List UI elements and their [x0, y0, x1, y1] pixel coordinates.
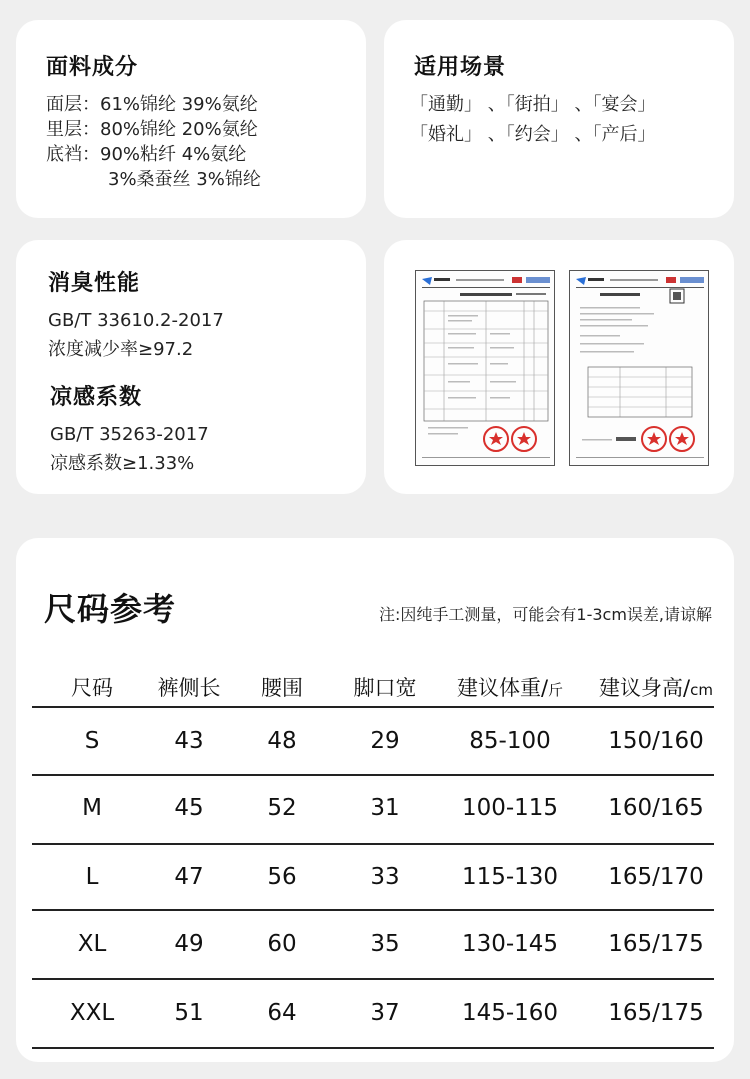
cooling-standard: GB/T 35263-2017 — [50, 424, 209, 445]
deodor-standard: GB/T 33610.2-2017 — [48, 310, 224, 331]
fabric-title: 面料成分 — [46, 55, 139, 80]
table-rule — [32, 1047, 714, 1049]
cell-side-length: 45 — [174, 795, 204, 821]
size-table-header — [32, 668, 714, 708]
cell-weight: 85-100 — [469, 728, 551, 754]
cell-height: 150/160 — [608, 728, 704, 754]
cell-size: L — [85, 864, 99, 890]
header-size: 尺码 — [71, 676, 113, 700]
cell-size: XXL — [69, 1000, 115, 1026]
header-hem-width: 脚口宽 — [353, 676, 417, 700]
height-unit: cm — [690, 681, 713, 699]
size-chart-title: 尺码参考 — [44, 590, 177, 628]
occasion-line-1: 「通勤」 、「街拍」 、「宴会」 — [410, 94, 656, 115]
header-waist: 腰围 — [261, 676, 303, 700]
cell-height: 165/175 — [608, 931, 704, 957]
cell-weight: 100-115 — [461, 795, 559, 821]
cell-hem-width: 31 — [370, 795, 400, 821]
test-report-document-icon — [570, 271, 709, 466]
size-chart-card — [16, 538, 734, 1062]
cell-waist: 48 — [267, 728, 297, 754]
table-row — [32, 708, 714, 775]
deodor-value: 浓度减少率≥97.2 — [48, 339, 194, 360]
test-report-2 — [569, 270, 709, 466]
fabric-composition-card — [16, 20, 366, 218]
header-height: 建议身高/cm — [599, 676, 713, 700]
cell-weight: 145-160 — [461, 1000, 559, 1026]
test-report-document-icon — [416, 271, 555, 466]
cell-waist: 60 — [267, 931, 297, 957]
cell-side-length: 47 — [174, 864, 204, 890]
occasion-line-2: 「婚礼」 、「约会」 、「产后」 — [410, 124, 656, 145]
header-side-length: 裤侧长 — [157, 676, 221, 700]
cell-size: S — [84, 728, 100, 754]
fabric-line-lining: 里层：80%锦纶 20%氨纶 — [46, 119, 258, 140]
cell-hem-width: 35 — [370, 931, 400, 957]
cell-height: 165/175 — [608, 1000, 704, 1026]
occasion-card — [384, 20, 734, 218]
cell-size: M — [82, 795, 102, 821]
size-chart-note: 注:因纯手工测量，可能会有1-3cm误差,请谅解 — [379, 605, 712, 624]
test-reports-card — [384, 240, 734, 494]
cell-hem-width: 37 — [370, 1000, 400, 1026]
table-row — [32, 844, 714, 911]
weight-unit: 斤 — [548, 681, 564, 699]
cell-waist: 56 — [267, 864, 297, 890]
table-row — [32, 980, 714, 1047]
cell-side-length: 51 — [174, 1000, 204, 1026]
cell-side-length: 43 — [174, 728, 204, 754]
test-report-1 — [415, 270, 555, 466]
cell-height: 160/165 — [608, 795, 704, 821]
table-row — [32, 775, 714, 842]
cell-weight: 130-145 — [461, 931, 559, 957]
cell-hem-width: 29 — [370, 728, 400, 754]
table-row — [32, 911, 714, 978]
cell-side-length: 49 — [174, 931, 204, 957]
fabric-line-crotch-cont: 3%桑蚕丝 3%锦纶 — [108, 169, 261, 190]
cell-hem-width: 33 — [370, 864, 400, 890]
cell-waist: 52 — [267, 795, 297, 821]
fabric-line-crotch: 底裆：90%粘纤 4%氨纶 — [46, 144, 247, 165]
performance-card — [16, 240, 366, 494]
cell-size: XL — [77, 931, 107, 957]
cell-waist: 64 — [267, 1000, 297, 1026]
fabric-line-surface: 面层：61%锦纶 39%氨纶 — [46, 94, 258, 115]
cooling-title: 凉感系数 — [50, 385, 143, 410]
cell-height: 165/170 — [608, 864, 704, 890]
occasion-title: 适用场景 — [414, 55, 507, 80]
header-weight: 建议体重/斤 — [456, 676, 564, 700]
cell-weight: 115-130 — [461, 864, 559, 890]
deodor-title: 消臭性能 — [48, 271, 141, 296]
cooling-value: 凉感系数≥1.33% — [50, 453, 195, 474]
